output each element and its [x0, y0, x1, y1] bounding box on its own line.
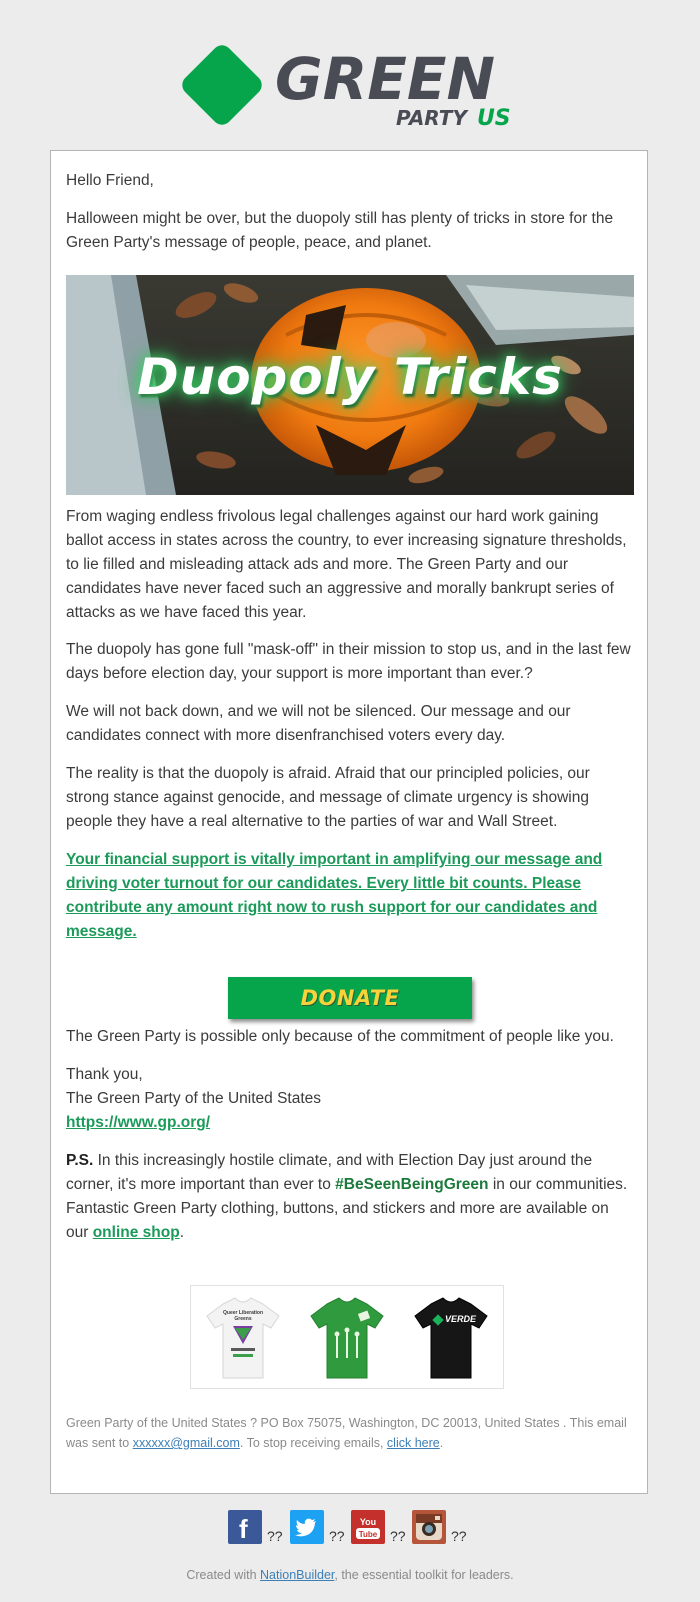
facebook-suffix: ??: [267, 1528, 283, 1544]
twitter-suffix: ??: [329, 1528, 345, 1544]
shirt-green[interactable]: [297, 1286, 397, 1386]
donate-button[interactable]: DONATE: [228, 977, 472, 1019]
created-prefix: Created with: [186, 1568, 261, 1582]
twitter-icon[interactable]: [290, 1510, 324, 1544]
hero-image[interactable]: [66, 275, 634, 495]
instagram-camera-glyph: [412, 1510, 446, 1544]
online-shop-link[interactable]: online shop: [92, 1224, 180, 1241]
recipient-email-link[interactable]: xxxxxx@gmail.com: [132, 1436, 240, 1450]
shirt-white[interactable]: [193, 1286, 293, 1386]
logo-party-text: PARTY: [396, 106, 467, 130]
ps-text-1: In this increasingly hostile climate, and with Election Day just around the corner, it's more important than ever to: [66, 1152, 593, 1193]
shirt-black-print: VERDE: [445, 1314, 477, 1324]
diamond-logo-icon: [178, 41, 266, 129]
intro-paragraph: Halloween might be over, but the duopoly still has plenty of tricks in store for the Green Party's message of people, peace, and planet.: [66, 210, 614, 251]
created-suffix: , the essential toolkit for leaders.: [334, 1568, 514, 1582]
logo-us-text: US: [476, 106, 511, 131]
green-party-logo[interactable]: [181, 44, 521, 134]
ps-text-3: .: [179, 1224, 184, 1241]
ps-text-2: in our communities. Fantastic Green Party clothing, buttons, and stickers and more are available on our: [66, 1176, 628, 1241]
nationbuilder-link[interactable]: NationBuilder: [260, 1568, 335, 1582]
body-paragraph-2: The duopoly has gone full "mask-off" in their mission to stop us, and in the last few days before election day, your support is more important than ever.?: [66, 641, 631, 682]
footer-stop-text: . To stop receiving emails,: [239, 1436, 387, 1450]
body-paragraph-1: From waging endless frivolous legal challenges against our hard work gaining ballot access in states across the country, to ever increasing signature thresholds, to lie filled and misleading attack ads and more. The Green Party and our candidates have never faced such an aggressive and morally bankrupt series of attacks as we have faced this year.: [66, 508, 627, 621]
footer-end: .: [439, 1436, 444, 1450]
email-card: [50, 150, 648, 1494]
facebook-icon[interactable]: [228, 1510, 262, 1544]
white-tshirt-icon: [193, 1286, 293, 1386]
twitter-bird-glyph: [290, 1510, 324, 1544]
greeting: Hello Friend,: [66, 172, 154, 189]
logo-wordmark: GREEN: [275, 45, 496, 113]
thank-you: Thank you,: [66, 1066, 143, 1083]
cta-paragraph: [66, 848, 634, 944]
footer-address: Green Party of the United States ? PO Box 75075, Washington, DC 20013, United States . This email was sent to: [66, 1416, 627, 1450]
shirt-white-print: Queer Liberation Greens: [223, 1310, 264, 1322]
facebook-glyph-text: f: [239, 1514, 248, 1544]
green-tshirt-icon: [297, 1286, 397, 1386]
gp-org-link[interactable]: https://www.gp.org/: [66, 1114, 211, 1131]
youtube-suffix: ??: [390, 1528, 406, 1544]
ps-label: P.S.: [66, 1152, 94, 1169]
svg-text:Tube: Tube: [358, 1530, 378, 1539]
shirts-gallery: [190, 1285, 504, 1389]
youtube-glyph: [351, 1510, 385, 1544]
created-with-line: [0, 1568, 700, 1582]
hashtag: #BeSeenBeingGreen: [335, 1176, 489, 1193]
hero-title: Duopoly Tricks: [137, 348, 563, 406]
facebook-glyph: [228, 1510, 262, 1544]
svg-text:You: You: [359, 1517, 377, 1527]
social-icons-row: [0, 1510, 700, 1550]
donate-cta-link[interactable]: Your financial support is vitally important in amplifying our message and driving voter turnout for our candidates. Every little bit counts. Please contribute any amount right now to rush support for our candidates and message.: [66, 851, 603, 940]
black-tshirt-icon: [401, 1286, 501, 1386]
logo-subtitle: [396, 106, 511, 131]
ps-paragraph: [66, 1149, 634, 1245]
shirt-black[interactable]: [401, 1286, 501, 1386]
body-paragraph-3: We will not back down, and we will not be silenced. Our message and our candidates connect with more disenfranchised voters every day.: [66, 703, 571, 744]
body-paragraph-4: The reality is that the duopoly is afraid. Afraid that our principled policies, our strong stance against genocide, and message of climate urgency is showing people they have a real alternative to the parties of war and Wall Street.: [66, 765, 590, 830]
instagram-suffix: ??: [451, 1528, 467, 1544]
email-footer: [66, 1413, 634, 1453]
possible-text: The Green Party is possible only because of the commitment of people like you.: [66, 1028, 614, 1045]
unsubscribe-link[interactable]: click here: [386, 1436, 440, 1450]
signoff-org: The Green Party of the United States: [66, 1090, 322, 1107]
instagram-icon[interactable]: [412, 1510, 446, 1544]
signoff-url-line: [66, 1111, 634, 1135]
youtube-icon[interactable]: [351, 1510, 385, 1544]
